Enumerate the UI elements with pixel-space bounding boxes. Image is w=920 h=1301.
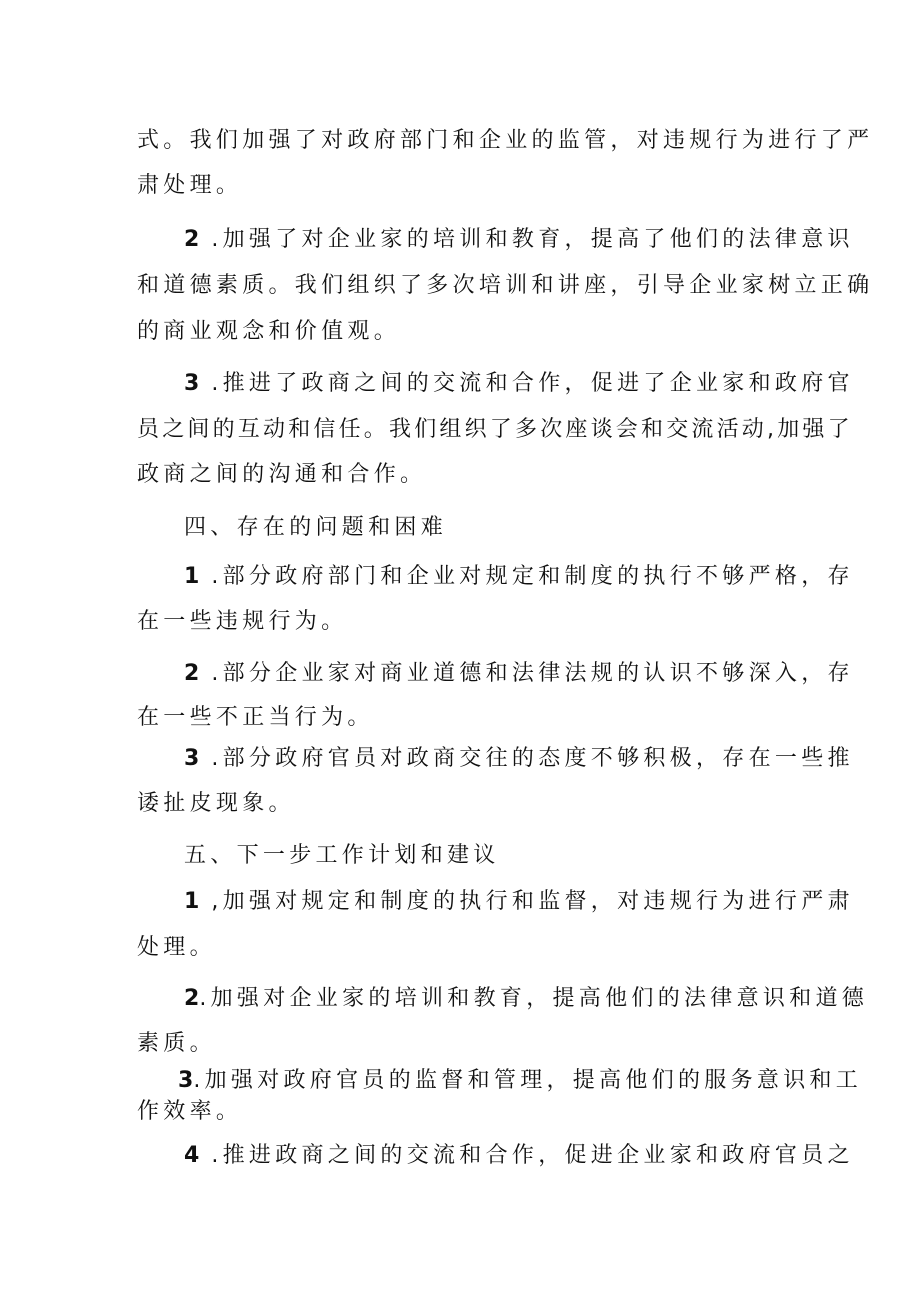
text-line (137, 1097, 242, 1127)
line-text: .加强对企业家的培训和教育，提高他们的法律意识和道德 (199, 986, 869, 1011)
line-text: .部分政府官员对政商交往的态度不够积极，存在一些推 (211, 746, 854, 771)
line-text: 的商业观念和价值观。 (137, 319, 401, 344)
line-text: 在一些不正当行为。 (137, 705, 374, 730)
list-number: 2 (184, 227, 200, 252)
list-item-first-line (178, 1066, 862, 1096)
list-item-first-line (184, 659, 854, 689)
section-heading (184, 841, 500, 871)
list-number: 3 (184, 746, 200, 771)
text-line (137, 171, 242, 201)
line-text: 政商之间的沟通和合作。 (137, 462, 427, 487)
text-line (137, 1029, 216, 1059)
text-line (137, 271, 873, 301)
line-text: 处理。 (137, 935, 216, 960)
line-text: 式。我们加强了对政府部门和企业的监管，对违规行为进行了严 (137, 128, 874, 153)
heading-text: 五、下一步工作计划和建议 (184, 843, 500, 868)
list-item-first-line (184, 562, 854, 592)
line-text: 在一些违规行为。 (137, 609, 348, 634)
line-text: .加强了对企业家的培训和教育，提高了他们的法律意识 (211, 227, 854, 252)
line-text: ,加强对规定和制度的执行和监督，对违规行为进行严肃 (211, 889, 854, 914)
line-text: .部分政府部门和企业对规定和制度的执行不够严格，存 (211, 564, 854, 589)
text-line (137, 126, 873, 156)
line-text: 作效率。 (137, 1099, 243, 1124)
line-text: .推进了政商之间的交流和合作，促进了企业家和政府官 (211, 371, 854, 396)
line-text: 和道德素质。我们组织了多次培训和讲座，引导企业家树立正确 (137, 273, 874, 298)
list-number: 2 (184, 986, 200, 1011)
list-item-first-line (184, 225, 854, 255)
list-item-first-line (184, 1141, 854, 1171)
list-item-first-line (184, 887, 854, 917)
line-text: 诿扯皮现象。 (137, 791, 295, 816)
list-item-first-line (184, 369, 854, 399)
line-text: .加强对政府官员的监督和管理，提高他们的服务意识和工 (193, 1068, 863, 1093)
text-line (137, 607, 347, 637)
section-heading (184, 513, 447, 543)
text-line (137, 933, 216, 963)
line-text: 肃处理。 (137, 173, 243, 198)
text-line (137, 703, 374, 733)
list-number: 1 (184, 564, 200, 589)
line-text: .推进政商之间的交流和合作，促进企业家和政府官员之 (211, 1143, 854, 1168)
text-line (137, 415, 853, 445)
text-line (137, 317, 400, 347)
line-text: 员之间的互动和信任。我们组织了多次座谈会和交流活动,加强了 (137, 417, 853, 442)
list-number: 3 (178, 1068, 194, 1093)
line-text: 素质。 (137, 1031, 216, 1056)
line-text: .部分企业家对商业道德和法律法规的认识不够深入，存 (211, 661, 854, 686)
list-number: 1 (184, 889, 200, 914)
list-item-first-line (184, 984, 868, 1014)
list-number: 4 (184, 1143, 200, 1168)
text-line (137, 789, 295, 819)
list-item-first-line (184, 744, 854, 774)
text-line (137, 460, 426, 490)
list-number: 2 (184, 661, 200, 686)
heading-text: 四、存在的问题和困难 (184, 515, 448, 540)
list-number: 3 (184, 371, 200, 396)
